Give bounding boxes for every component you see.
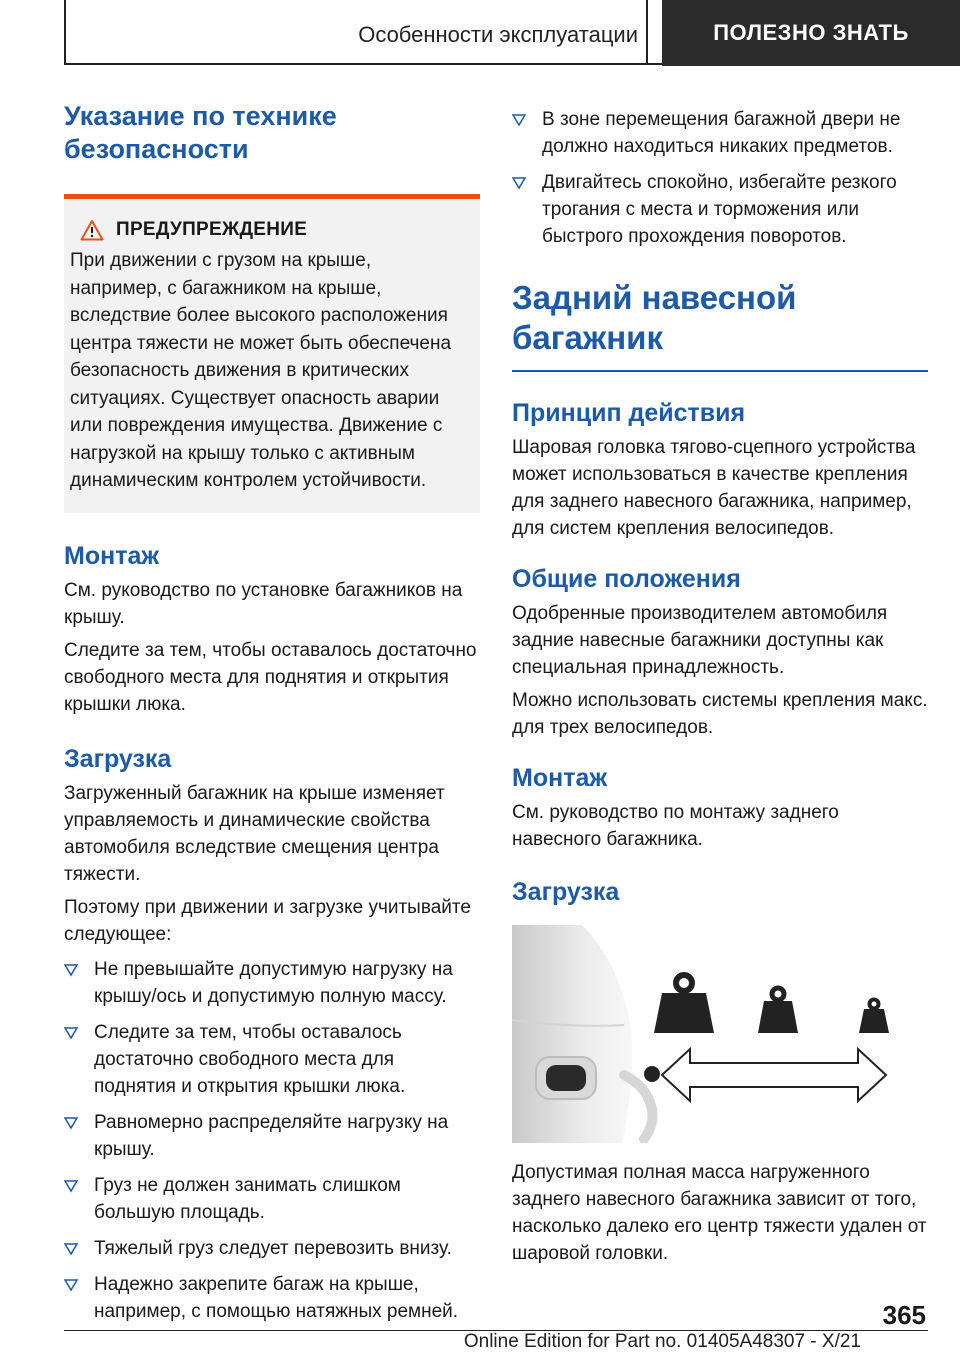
- bullet-triangle-icon: [64, 1179, 78, 1193]
- load-bullet-list: [64, 956, 480, 1325]
- list-item: [64, 956, 480, 1010]
- list-item: [512, 169, 928, 250]
- warning-header: [80, 219, 468, 241]
- rear-load-paragraph: Допустимая полная масса нагруженного заднего навесного багажника зависит от того, насколько далеко его центр тяжести удален от шаровой головки.: [512, 1162, 927, 1264]
- mount-paragraph-2: Следите за тем, чтобы оставалось достаточно свободного места для поднятия и открытия крышки люка.: [64, 639, 477, 715]
- list-item-text: Равномерно распределяйте нагрузку на крышу.: [94, 1111, 449, 1160]
- warning-text: При движении с грузом на крыше, например, с багажником на крыше, вследствие более высокого расположения центра тяжести не может быть обеспечена безопасность движения в критических ситуациях. Существует опасность аварии или повреждения имущества. Движение с нагрузкой на крышу только с активным динамическим контролем устойчивости.: [70, 250, 452, 491]
- warning-box: [64, 194, 480, 513]
- double-arrow: [662, 1049, 886, 1101]
- load-diagram: [512, 925, 928, 1143]
- header-section-title: Особенности эксплуатации: [358, 22, 638, 47]
- list-item-text: Не превышайте допустимую нагрузку на крышу/ось и допустимую полную массу.: [94, 958, 453, 1007]
- list-item-text: Следите за тем, чтобы оставалось достаточно свободного места для поднятия и открытия крышки люка.: [94, 1021, 406, 1097]
- bullet-triangle-icon: [64, 1278, 78, 1292]
- list-item: [64, 1109, 480, 1163]
- car-rear-shape: [512, 925, 632, 1143]
- general-heading: Общие положения: [512, 565, 741, 593]
- load-heading: Загрузка: [64, 744, 172, 773]
- general-paragraph-2: Можно использовать системы крепления макс. для трех велосипедов.: [512, 690, 928, 738]
- header-divider: [646, 0, 648, 64]
- rear-load-heading: Загрузка: [512, 878, 620, 906]
- load-diagram-illustration: [512, 925, 928, 1143]
- list-item-text: В зоне перемещения багажной двери не должно находиться никаких предметов.: [542, 109, 901, 157]
- page-number: 365: [882, 1300, 926, 1330]
- header-bottom-border: [64, 63, 662, 65]
- safety-heading: Указание по технике безопасности: [64, 101, 337, 164]
- left-column: [64, 100, 480, 1334]
- list-item: [64, 1019, 480, 1100]
- footer-edition: Online Edition for Part no. 01405A48307 - X/21: [463, 1331, 861, 1352]
- bullet-triangle-icon: [64, 963, 78, 977]
- list-item: [64, 1271, 480, 1325]
- rear-mount-paragraph: См. руководство по монтажу заднего навесного багажника.: [512, 802, 839, 850]
- bullet-triangle-icon: [64, 1242, 78, 1256]
- principle-paragraph: Шаровая головка тягово-сцепного устройства может использоваться в качестве крепления для заднего навесного багажника, например, для систем крепления велосипедов.: [512, 437, 916, 539]
- list-item: [512, 106, 928, 160]
- list-item-text: Двигайтесь спокойно, избегайте резкого трогания с места и торможения или быстрого прохождения поворотов.: [542, 172, 897, 247]
- list-item-text: Тяжелый груз следует перевозить внизу.: [94, 1237, 452, 1259]
- rear-mount-heading: Монтаж: [512, 764, 608, 792]
- tailgate-bullet-list: [512, 106, 928, 250]
- medium-weight-icon: [758, 988, 798, 1033]
- list-item: [64, 1172, 480, 1226]
- bullet-triangle-icon: [512, 113, 526, 127]
- bullet-triangle-icon: [512, 176, 526, 190]
- load-paragraph-1: Загруженный багажник на крыше изменяет управляемость и динамические свойства автомобиля вследствие смещения центра тяжести.: [64, 782, 445, 885]
- warning-triangle-icon: [80, 219, 104, 241]
- small-weight-icon: [859, 1000, 889, 1034]
- list-item: [64, 1235, 480, 1262]
- large-weight-icon: [654, 975, 714, 1033]
- general-paragraph-1: Одобренные производителем автомобиля задние навесные багажники доступны как специальная принадлежность.: [512, 603, 888, 678]
- mount-paragraph-1: См. руководство по установке багажников на крышу.: [64, 579, 463, 628]
- heading-rule: [512, 370, 928, 372]
- load-paragraph-2: Поэтому при движении и загрузке учитывайте следующее:: [64, 896, 471, 945]
- mount-heading: Монтаж: [64, 541, 160, 570]
- warning-title: ПРЕДУПРЕЖДЕНИЕ: [116, 219, 308, 240]
- principle-heading: Принцип действия: [512, 399, 746, 427]
- right-column: [512, 100, 928, 1267]
- rear-carrier-heading: Задний навесной багажник: [512, 279, 797, 356]
- header-tab-useful[interactable]: ПОЛЕЗНО ЗНАТЬ: [662, 0, 960, 66]
- bullet-triangle-icon: [64, 1116, 78, 1130]
- list-item-text: Надежно закрепите багаж на крыше, например, с помощью натяжных ремней.: [94, 1273, 459, 1322]
- tow-ball: [644, 1066, 660, 1082]
- list-item-text: Груз не должен занимать слишком большую площадь.: [94, 1174, 401, 1223]
- bullet-triangle-icon: [64, 1026, 78, 1040]
